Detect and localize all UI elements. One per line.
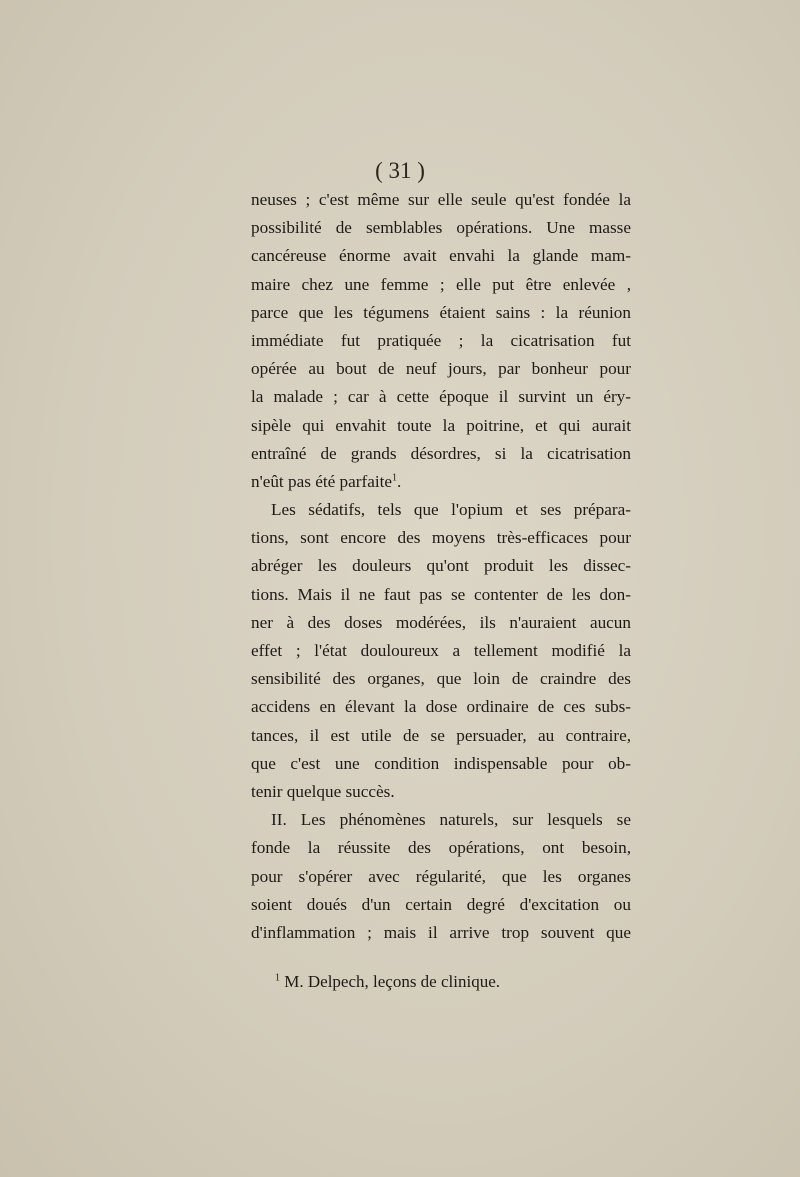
line-text: fonde la réussite des opérations, ont besoin, (251, 838, 631, 858)
text-line (251, 778, 631, 806)
body-text (251, 186, 631, 947)
page-number: ( 31 ) (375, 158, 425, 183)
text-line (251, 299, 631, 327)
text-line (251, 468, 631, 496)
line-text: neuses ; c'est même sur elle seule qu'est fondée la (251, 190, 631, 209)
line-text: immédiate fut pratiquée ; la cicatrisation fut (251, 330, 631, 350)
line-text: accidens en élevant la dose ordinaire de ces subs- (251, 697, 631, 717)
text-line (251, 327, 631, 355)
line-text: parce que les tégumens étaient sains : la réunion (251, 302, 631, 322)
line-text: possibilité de semblables opérations. Une masse (251, 218, 631, 238)
text-line (251, 271, 631, 299)
line-text: entraîné de grands désordres, si la cicatrisation (251, 443, 631, 463)
text-line (251, 242, 631, 270)
text-line (251, 214, 631, 242)
line-text: pour s'opérer avec régularité, que les organes (251, 866, 631, 886)
text-line (251, 581, 631, 609)
text-line (251, 693, 631, 721)
text-line (251, 524, 631, 552)
text-line (251, 637, 631, 665)
text-line (251, 186, 631, 214)
line-text: d'inflammation ; mais il arrive trop souvent que (251, 922, 631, 942)
footnote-marker: 1 (275, 972, 280, 984)
text-line (251, 750, 631, 778)
text-line (251, 383, 631, 411)
line-text: opérée au bout de neuf jours, par bonheur pour (251, 359, 631, 379)
text-line (251, 722, 631, 750)
line-text: effet ; l'état douloureux a tellement modifié la (251, 641, 631, 660)
text-line (251, 806, 631, 834)
line-text: tances, il est utile de se persuader, au contraire, (251, 725, 631, 745)
line-tail: . (397, 471, 402, 491)
footnote-reference: 1 (392, 472, 397, 484)
text-line (251, 440, 631, 468)
text-line (251, 552, 631, 580)
text-line (251, 891, 631, 919)
text-line (251, 919, 631, 947)
text-line (251, 355, 631, 383)
text-line (251, 609, 631, 637)
line-text: la malade ; car à cette époque il survint un éry- (251, 387, 631, 407)
text-line (251, 496, 631, 524)
line-text: que c'est une condition indispensable pour ob- (251, 753, 631, 773)
line-text: soient doués d'un certain degré d'excitation ou (251, 894, 631, 914)
footnote-text: M. Delpech, leçons de clinique. (284, 972, 500, 991)
text-line (251, 863, 631, 891)
line-text: abréger les douleurs qu'ont produit les dissec- (251, 556, 631, 576)
line-text: II. Les phénomènes naturels, sur lesquels se (271, 810, 631, 830)
line-text: tions. Mais il ne faut pas se contenter de les don- (251, 584, 631, 604)
line-text: sipèle qui envahit toute la poitrine, et qui aurait (251, 415, 631, 435)
text-line (251, 412, 631, 440)
text-line (251, 665, 631, 693)
line-text: tenir quelque succès. (251, 781, 395, 801)
line-text: cancéreuse énorme avait envahi la glande mam- (251, 246, 631, 266)
line-text: maire chez une femme ; elle put être enlevée , (251, 274, 631, 294)
line-text: Les sédatifs, tels que l'opium et ses prépara- (271, 500, 631, 520)
footnote (275, 972, 500, 992)
line-text: n'eût pas été parfaite (251, 471, 392, 491)
text-line (251, 834, 631, 862)
line-text: sensibilité des organes, que loin de craindre des (251, 669, 631, 689)
line-text: tions, sont encore des moyens très-efficaces pour (251, 528, 631, 548)
line-text: ner à des doses modérées, ils n'auraient aucun (251, 612, 631, 632)
